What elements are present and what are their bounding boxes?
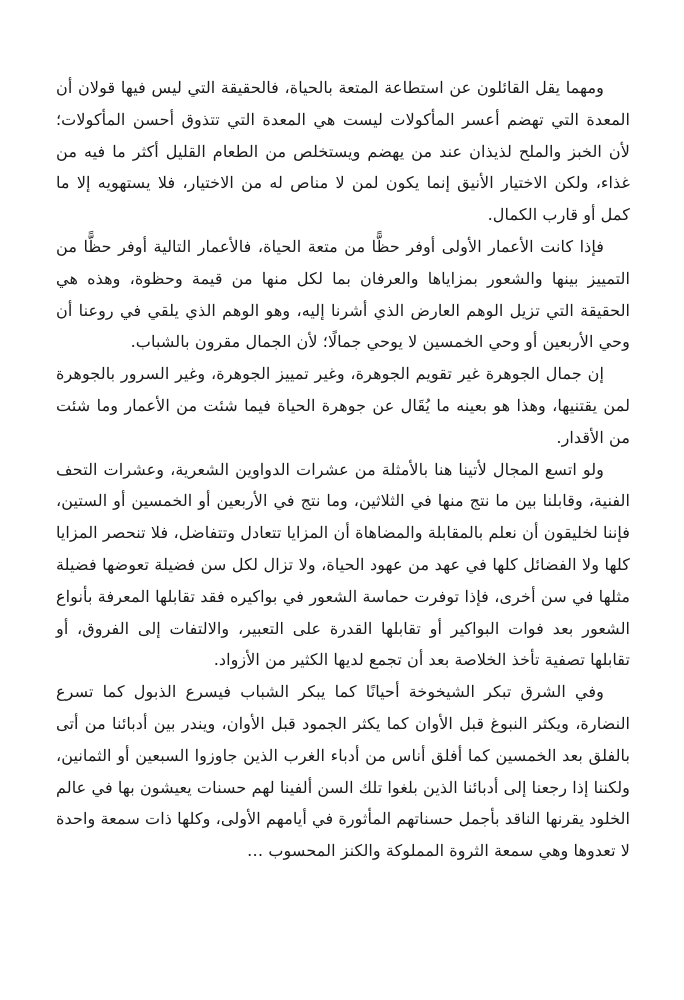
paragraph-2: فإذا كانت الأعمار الأولى أوفر حظًّا من متعة الحياة، فالأعمار التالية أوفر حظًّا من التمييز بينها والشعور بمزاياها والعرفان بما لكل منها من قيمة وحظوة، وهذه هي الحقيقة التي تزيل الوهم العارض الذي أشرنا إليه، وهو الوهم الذي يلقي في روعنا أن وحي الأربعين أو وحي الخمسين لا يوحي جمالًا؛ لأن الجمال مقرون بالشباب. — [56, 236, 630, 352]
paragraph-4: ولو اتسع المجال لأتينا هنا بالأمثلة من عشرات الدواوين الشعرية، وعشرات التحف الفنية، وقابلنا بين ما نتج منها في الثلاثين، وما نتج في الأربعين أو الخمسين أو الستين، فإننا لخليقون أن نعلم بالمقابلة والمضاهاة أن المزايا تتعادل وتتفاضل، فلا تنحصر المزايا كلها ولا الفضائل كلها في عهد من عهود الحياة، ولا تزال لكل سن فضيلة تعوضها فضيلة مثلها في سن أخرى، فإذا توفرت حماسة الشعور في بواكيره فقد تقابلها المعرفة بأنواع الشعور بعد فوات البواكير أو تقابلها القدرة على التعبير، والالتفات إلى الفروق، أو تقابلها تصفية تأخذ الخلاصة بعد أن تجمع لديها الكثير من الأزواد. — [56, 459, 630, 670]
paragraph-1: ومهما يقل القائلون عن استطاعة المتعة بالحياة، فالحقيقة التي ليس فيها قولان أن المعدة التي تهضم أعسر المأكولات ليست هي المعدة التي تتذوق أحسن المأكولات؛ لأن الخبز والملح لذيذان عند من يهضم ويستخلص من الطعام القليل أكثر ما فيه من غذاء، ولكن الاختيار الأنيق إنما يكون لمن لا مناص له من الاختيار، فلا يستهويه إلا ما كمل أو قارب الكمال. — [56, 78, 630, 225]
page-text — [56, 72, 630, 867]
paragraph-5: وفي الشرق تبكر الشيخوخة أحيانًا كما يبكر الشباب فيسرع الذبول كما تسرع النضارة، ويكثر النبوغ قبل الأوان كما يكثر الجمود قبل الأوان، ويندر بين أدبائنا من أتى بالفلق بعد الخمسين كما أفلق أناس من أدباء الغرب الذين جاوزوا السبعين أو الثمانين، ولكننا إذا رجعنا إلى أدبائنا الذين بلغوا تلك السن ألفينا لهم حسنات يعيشون بها في عالم الخلود يقرنها الناقد بأجمل حسناتهم المأثورة في أيامهم الأولى، وكلها ذات سمعة واحدة لا تعدوها وهي سمعة الثروة المملوكة والكنز المحسوب … — [56, 682, 630, 861]
paragraph-3: إن جمال الجوهرة غير تقويم الجوهرة، وغير تمييز الجوهرة، وغير السرور بالجوهرة لمن يقتنيها، وهذا هو بعينه ما يُقَال عن جوهرة الحياة فيما شئت من الأعمار وما شئت من الأقدار. — [56, 364, 630, 447]
